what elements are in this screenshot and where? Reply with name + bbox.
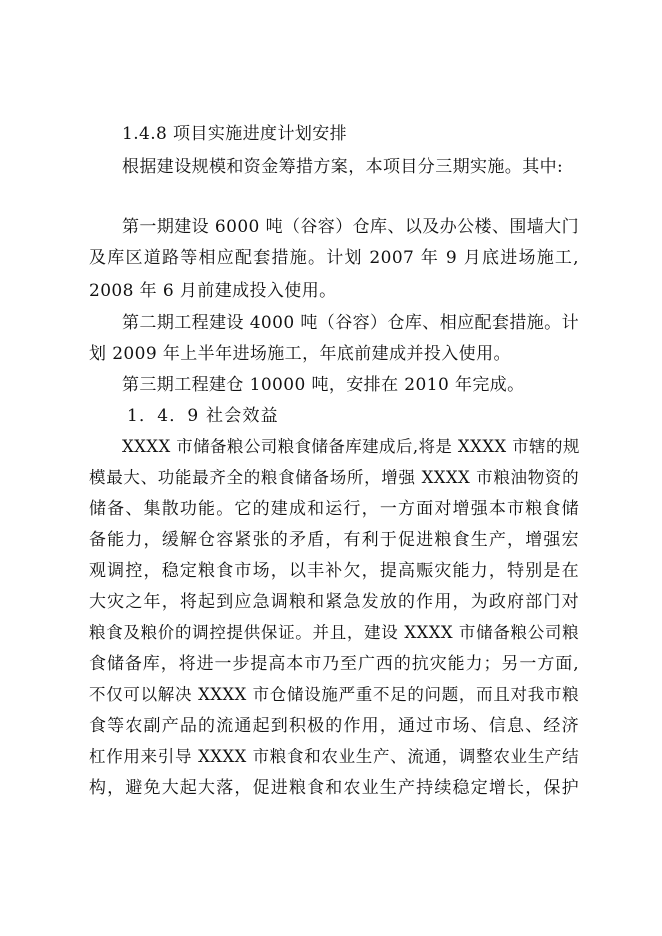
benefit-line-5: 观调控，稳定粮食市场，以丰补欠，提高赈灾能力，特别是在 <box>89 561 579 581</box>
benefit-line-9: 不仅可以解决 XXXX 市仓储设施严重不足的问题，而且对我市粮 <box>89 685 579 704</box>
phase1-line-2: 及库区道路等相应配套措施。计划 2007 年 9 月底进场施工, <box>89 248 579 268</box>
benefit-line-1: XXXX 市储备粮公司粮食储备库建成后,将是 XXXX 市辖的规 <box>122 437 580 456</box>
section-heading-1-4-8: 1.4.8 项目实施进度计划安排 <box>122 124 348 144</box>
phase1-line-1: 第一期建设 6000 吨（谷容）仓库、以及办公楼、围墙大门 <box>122 217 579 237</box>
phase2-line-2: 划 2009 年上半年进场施工，年底前建成并投入使用。 <box>89 344 511 364</box>
benefit-line-6: 大灾之年，将起到应急调粮和紧急发放的作用，为政府部门对 <box>89 592 579 612</box>
phase2-line-1: 第二期工程建设 4000 吨（谷容）仓库、相应配套措施。计 <box>122 313 579 333</box>
benefit-line-3: 储备、集散功能。它的建成和运行，一方面对增强本市粮食储 <box>89 499 579 519</box>
benefit-line-11: 杠作用来引导 XXXX 市粮食和农业生产、流通，调整农业生产结 <box>89 747 579 766</box>
section-heading-1-4-9: 1．4．9 社会效益 <box>127 406 279 426</box>
benefit-line-12: 构，避免大起大落，促进粮食和农业生产持续稳定增长，保护 <box>89 778 579 798</box>
phase1-line-3: 2008 年 6 月前建成投入使用。 <box>89 281 337 301</box>
benefit-line-7: 粮食及粮价的调控提供保证。并且，建设 XXXX 市储备粮公司粮 <box>89 623 579 642</box>
benefit-line-2: 模最大、功能最齐全的粮食储备场所，增强 XXXX 市粮油物资的 <box>89 468 579 487</box>
benefit-line-8: 食储备库，将进一步提高本市乃至广西的抗灾能力；另一方面, <box>89 654 579 674</box>
benefit-line-10: 食等农副产品的流通起到积极的作用，通过市场、信息、经济 <box>89 716 579 736</box>
benefit-line-4: 备能力，缓解仓容紧张的矛盾，有利于促进粮食生产，增强宏 <box>89 530 579 550</box>
phase3-line: 第三期工程建仓 10000 吨，安排在 2010 年完成。 <box>122 375 525 395</box>
intro-paragraph: 根据建设规模和资金筹措方案，本项目分三期实施。其中: <box>122 157 564 177</box>
